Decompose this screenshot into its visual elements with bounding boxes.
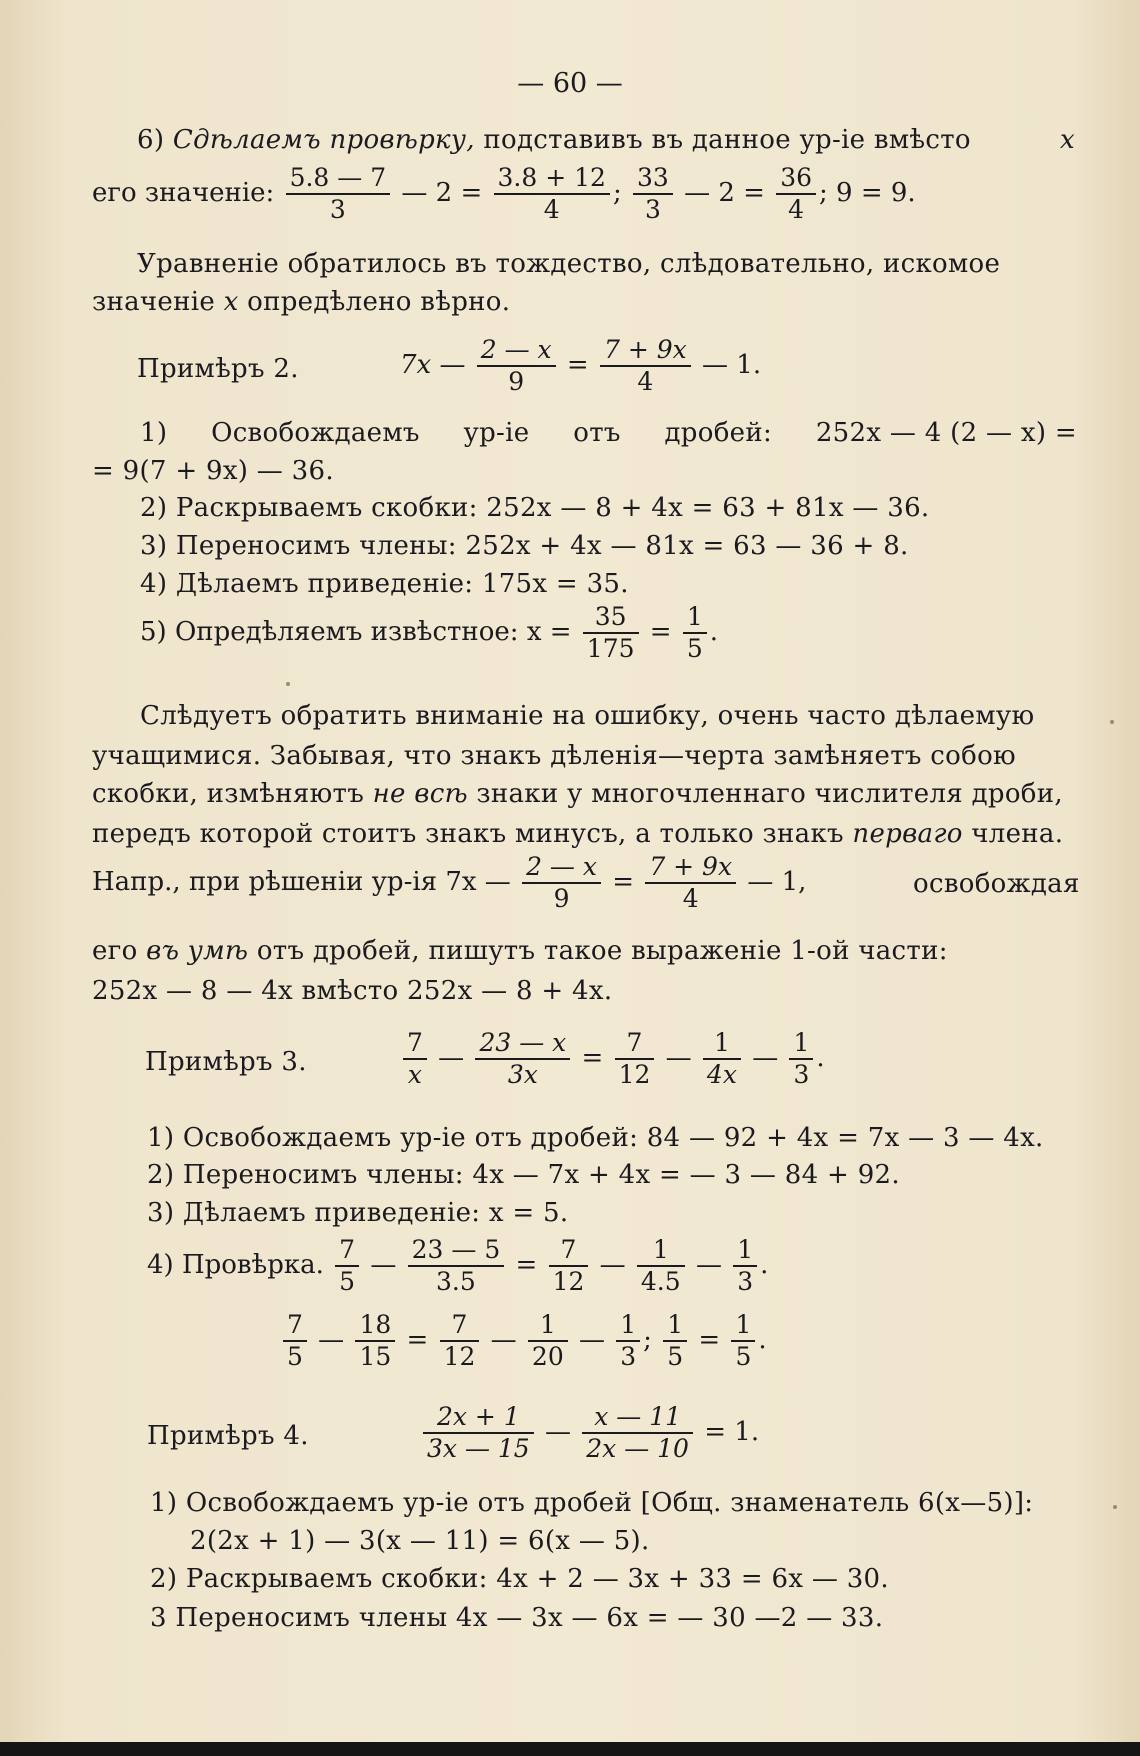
example-4-step-1-cont: 2(2x + 1) — 3(x — 11) = 6(x — 5). [190, 1526, 650, 1556]
paper-speck [1110, 720, 1114, 724]
fraction: $\frac{3.8 + 12}{4}$ [494, 163, 610, 225]
example-2-step-2: 2) Раскрываемъ скобки: 252x — 8 + 4x = 63 + 81x — 36. [140, 493, 930, 523]
example-4-equation: $\frac{2x + 1}{3x — 15}$ — $\frac{x — 11}{2x — 10}$ = 1. [420, 1402, 759, 1464]
fraction: $\frac{2x + 1}{3x — 15}$ [423, 1402, 534, 1464]
example-3-check-line-2: $\frac{7}{5}$ — $\frac{18}{15}$ = $\frac{7}{12}$ — $\frac{1}{20}$ — $\frac{1}{3}$ ; $\frac{1}{5}$ = $\frac{1}{5}$ . [280, 1310, 767, 1372]
example-4-step-2: 2) Раскрываемъ скобки: 4x + 2 — 3x + 33 = 6x — 30. [150, 1564, 889, 1594]
warning-line-2: учащимися. Забывая, что знакъ дѣленія—черта замѣняетъ собою [92, 741, 1016, 771]
fraction: $\frac{18}{15}$ [355, 1310, 395, 1372]
example-2-label: Примѣръ 2. [137, 354, 299, 384]
example-4-step-3: 3 Переносимъ члены 4x — 3x — 6x = — 30 —2 — 33. [150, 1603, 884, 1633]
fraction: $\frac{2 — x}{9}$ [522, 852, 601, 914]
warning-line-5-end: освобождая [913, 869, 1080, 899]
warning-line-3: скобки, измѣняютъ не всѣ знаки у многочленнаго числителя дроби, [92, 779, 1063, 809]
example-3-step-3: 3) Дѣлаемъ приведеніе: x = 5. [147, 1198, 569, 1228]
paper-speck [1113, 1505, 1117, 1509]
fraction: $\frac{7}{x}$ [403, 1028, 427, 1090]
fraction: $\frac{36}{4}$ [776, 163, 816, 225]
fraction: $\frac{1}{20}$ [528, 1310, 568, 1372]
example-3-step-2: 2) Переносимъ члены: 4x — 7x + 4x = — 3 — 84 + 92. [147, 1160, 900, 1190]
scan-edge [0, 1742, 1140, 1756]
check-line-2: его значеніе: $\frac{5.8 — 7}{3}$ — 2 = $\frac{3.8 + 12}{4}$ ; $\frac{33}{3}$ — 2 = $\frac{36}{4}$ ; 9 = 9. [92, 163, 916, 224]
fraction: $\frac{7}{12}$ [615, 1028, 655, 1090]
fraction: $\frac{1}{3}$ [616, 1310, 640, 1372]
example-2-step-1: 1) Освобождаемъ ур-іе отъ дробей: 252x — 4 (2 — x) = [140, 418, 1077, 448]
fraction: $\frac{7}{5}$ [335, 1235, 359, 1297]
example-2-step-4: 4) Дѣлаемъ приведеніе: 175x = 35. [140, 569, 629, 599]
example-2-step-3: 3) Переносимъ члены: 252x + 4x — 81x = 63 — 36 + 8. [140, 531, 909, 561]
identity-line-2: значеніе x опредѣлено вѣрно. [92, 287, 511, 317]
example-4-step-1: 1) Освобождаемъ ур-іе отъ дробей [Общ. знаменатель 6(x—5)]: [150, 1488, 1034, 1518]
fraction: $\frac{1}{4.5}$ [637, 1235, 685, 1297]
example-3-step-4: 4) Провѣрка. $\frac{7}{5}$ — $\frac{23 — 5}{3.5}$ = $\frac{7}{12}$ — $\frac{1}{4.5}$ — $\frac{1}{3}$ . [147, 1235, 769, 1296]
fraction: $\frac{1}{5}$ [731, 1310, 755, 1372]
fraction: $\frac{1}{5}$ [683, 602, 707, 664]
example-2-step-1-cont: = 9(7 + 9x) — 36. [92, 456, 334, 486]
example-3-step-1: 1) Освобождаемъ ур-іе отъ дробей: 84 — 92 + 4x = 7x — 3 — 4x. [147, 1123, 1044, 1153]
check-line-1: 6) Сдѣлаемъ провѣрку, подставивъ въ данное ур-іе вмѣсто x [137, 125, 1075, 155]
warning-line-6: его въ умѣ отъ дробей, пишутъ такое выраженіе 1-ой части: [92, 936, 948, 966]
fraction: $\frac{1}{4x}$ [703, 1028, 741, 1090]
example-3-equation: $\frac{7}{x}$ — $\frac{23 — x}{3x}$ = $\frac{7}{12}$ — $\frac{1}{4x}$ — $\frac{1}{3}$ . [400, 1028, 825, 1090]
fraction: $\frac{7}{12}$ [549, 1235, 589, 1297]
page-number: — 60 — [517, 68, 623, 99]
fraction: $\frac{23 — x}{3x}$ [475, 1028, 570, 1090]
fraction: $\frac{1}{3}$ [733, 1235, 757, 1297]
fraction: $\frac{5.8 — 7}{3}$ [286, 163, 391, 225]
fraction: $\frac{23 — 5}{3.5}$ [408, 1235, 505, 1297]
warning-line-4: передъ которой стоитъ знакъ минусъ, а только знакъ перваго члена. [92, 819, 1064, 849]
example-2-equation: 7x — $\frac{2 — x}{9}$ = $\frac{7 + 9x}{4}$ — 1. [400, 335, 762, 396]
warning-line-7: 252x — 8 — 4x вмѣсто 252x — 8 + 4x. [92, 976, 613, 1006]
fraction: $\frac{7}{5}$ [283, 1310, 307, 1372]
fraction: $\frac{7 + 9x}{4}$ [645, 852, 736, 914]
fraction: $\frac{2 — x}{9}$ [477, 335, 556, 397]
example-3-label: Примѣръ 3. [145, 1047, 307, 1077]
example-2-step-5: 5) Опредѣляемъ извѣстное: x = $\frac{35}{175}$ = $\frac{1}{5}$ . [140, 602, 719, 663]
fraction: $\frac{35}{175}$ [583, 602, 639, 664]
warning-line-1: Слѣдуетъ обратить вниманіе на ошибку, очень часто дѣлаемую [140, 701, 1035, 731]
identity-line-1: Уравненіе обратилось въ тождество, слѣдовательно, искомое [137, 249, 1001, 279]
paper-speck [286, 682, 290, 686]
example-4-label: Примѣръ 4. [147, 1421, 309, 1451]
fraction: $\frac{1}{3}$ [789, 1028, 813, 1090]
fraction: $\frac{33}{3}$ [633, 163, 673, 225]
fraction: $\frac{7}{12}$ [440, 1310, 480, 1372]
warning-line-5: Напр., при рѣшеніи ур-ія 7x — $\frac{2 — x}{9}$ = $\frac{7 + 9x}{4}$ — 1, [92, 852, 807, 913]
fraction: $\frac{1}{5}$ [663, 1310, 687, 1372]
fraction: $\frac{7 + 9x}{4}$ [600, 335, 691, 397]
fraction: $\frac{x — 11}{2x — 10}$ [582, 1402, 693, 1464]
